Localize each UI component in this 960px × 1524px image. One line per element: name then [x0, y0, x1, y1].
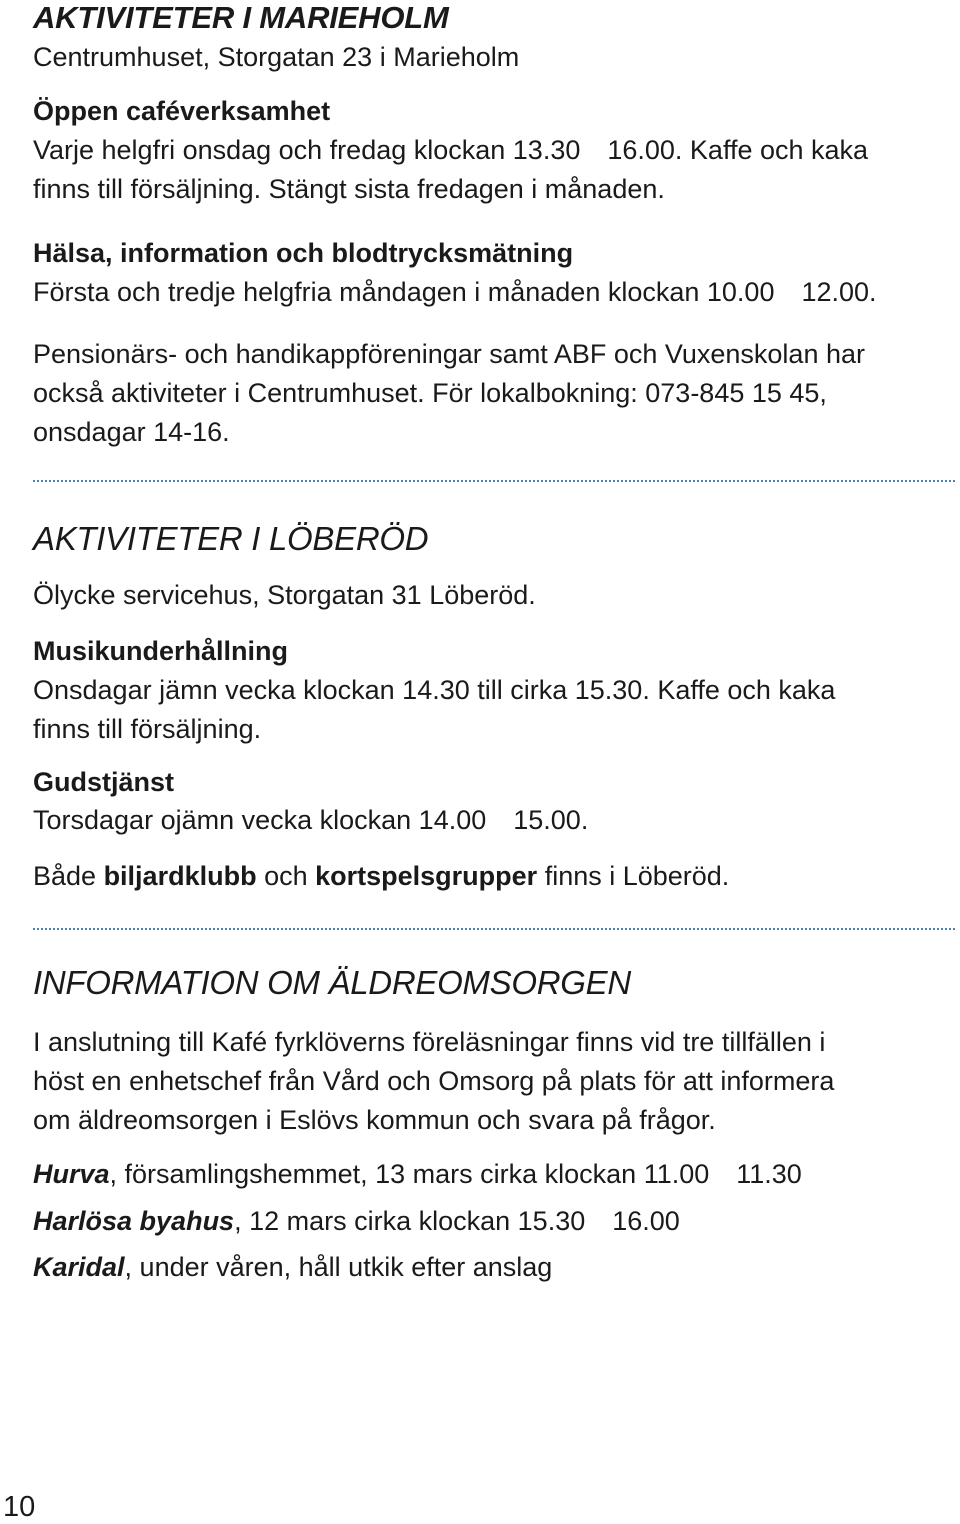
clubs-prefix: Både — [33, 861, 104, 891]
music-heading: Musikunderhållning — [33, 636, 289, 666]
assoc-text-line3: onsdagar 14-16. — [33, 417, 230, 447]
clubs-text — [33, 857, 729, 896]
section-divider — [33, 928, 955, 930]
music-text-line1: Onsdagar jämn vecka klockan 14.30 till cirka 15.30. Kaffe och kaka — [33, 675, 836, 705]
cafe-text-line2: finns till försäljning. Stängt sista fredagen i månaden. — [33, 174, 665, 204]
event-place: Hurva — [33, 1159, 110, 1189]
service-heading: Gudstjänst — [33, 767, 175, 797]
section-title-loberod: AKTIVITETER I LÖBERÖD — [33, 520, 429, 557]
health-heading: Hälsa, information och blodtrycksmätning — [33, 238, 574, 268]
event-item — [33, 1248, 552, 1287]
assoc-text-line2: också aktiviteter i Centrumhuset. För lokalbokning: 073-845 15 45, — [33, 378, 827, 408]
clubs-suffix: finns i Löberöd. — [537, 861, 730, 891]
section-title-info: INFORMATION OM ÄLDREOMSORGEN — [33, 964, 631, 1001]
event-details: , 12 mars cirka klockan 15.30 16.00 — [234, 1206, 680, 1236]
event-details: , församlingshemmet, 13 mars cirka klockan 11.00 11.30 — [109, 1159, 802, 1189]
event-place: Karidal — [33, 1252, 125, 1282]
info-intro-line2: höst en enhetschef från Vård och Omsorg på plats för att informera — [33, 1066, 835, 1096]
clubs-billiard: biljardklubb — [103, 861, 257, 891]
event-place: Harlösa byahus — [33, 1206, 235, 1236]
assoc-text-line1: Pensionärs- och handikappföreningar samt ABF och Vuxenskolan har — [33, 339, 865, 369]
info-intro-line1: I anslutning till Kafé fyrklöverns föreläsningar finns vid tre tillfällen i — [33, 1027, 826, 1057]
clubs-mid: och — [256, 861, 316, 891]
clubs-cards: kortspelsgrupper — [315, 861, 538, 891]
cafe-heading: Öppen caféverksamhet — [33, 96, 331, 126]
service-text: Torsdagar ojämn vecka klockan 14.00 15.00. — [33, 805, 589, 835]
health-text: Första och tredje helgfria måndagen i månaden klockan 10.00 12.00. — [33, 277, 877, 307]
info-intro-line3: om äldreomsorgen i Eslövs kommun och svara på frågor. — [33, 1105, 716, 1135]
loberod-address: Ölycke servicehus, Storgatan 31 Löberöd. — [33, 580, 536, 610]
event-item — [33, 1155, 802, 1194]
music-text-line2: finns till försäljning. — [33, 714, 262, 744]
marieholm-address: Centrumhuset, Storgatan 23 i Marieholm — [33, 42, 520, 72]
section-title-marieholm: AKTIVITETER I MARIEHOLM — [33, 0, 449, 35]
event-item — [33, 1202, 680, 1241]
cafe-text-line1: Varje helgfri onsdag och fredag klockan 13.30 16.00. Kaffe och kaka — [33, 135, 869, 165]
event-details: , under våren, håll utkik efter anslag — [124, 1252, 553, 1282]
section-divider — [33, 480, 955, 482]
page-number: 10 — [3, 1491, 36, 1523]
